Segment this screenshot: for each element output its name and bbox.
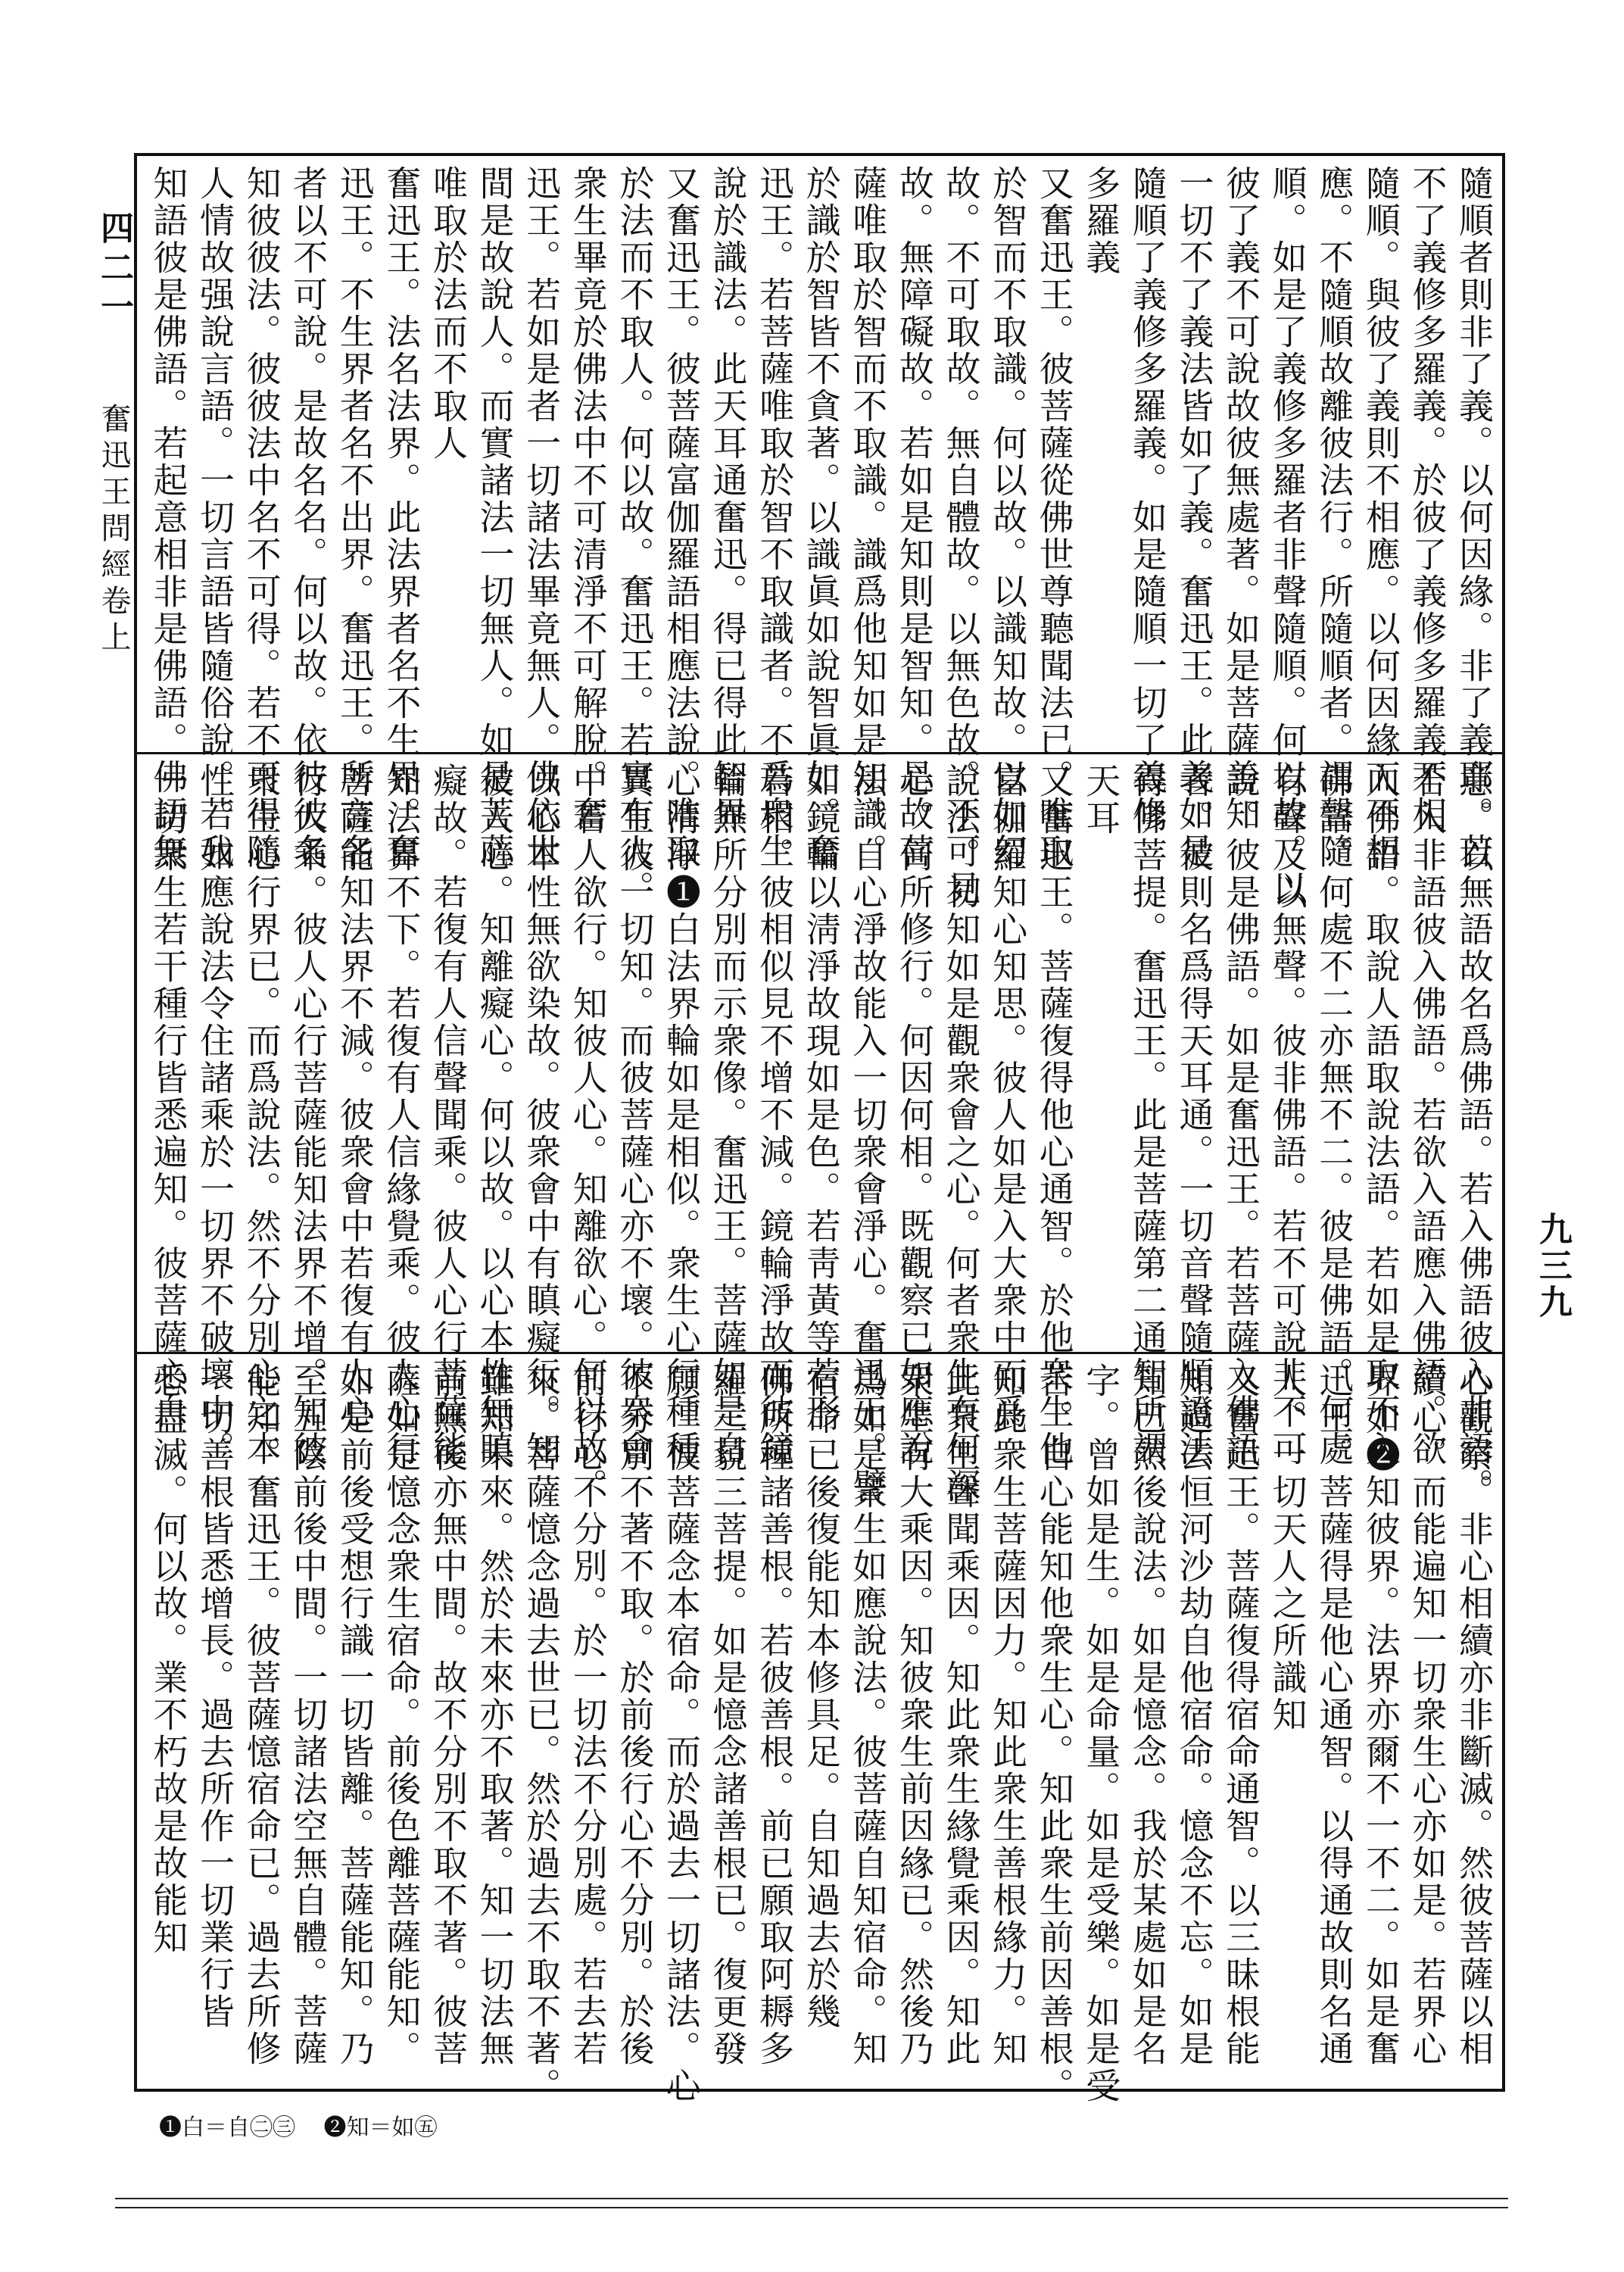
text-column: 衆生有大乘因。知彼衆生前因緣已。然後乃	[893, 1362, 935, 2068]
text-column: 富伽羅知心知思。彼人如是入大衆中而爲	[987, 763, 1029, 1431]
text-column: 性。如應說法令住諸乘於一切界不破壞中。	[194, 763, 235, 1468]
text-column: 癡故。若復有人信聲聞乘。彼人心行菩薩能	[427, 763, 469, 1468]
text-column: 間是故說人。而實諸法一切無人。如是菩薩	[474, 165, 516, 870]
text-column: 知已然後說法。如是憶念。我於某處如是名	[1127, 1362, 1168, 2068]
text-column: 彼人心。知離癡心。何以故。以心本性無瞋	[474, 763, 516, 1468]
text-column: 又奮迅王。彼菩薩從佛世尊聽聞法已。唯取	[1033, 165, 1075, 870]
text-column: 一切不了義法皆如了義。奮迅王。此義如是	[1174, 165, 1215, 870]
text-column: 佛所種諸善根。若彼善根。前已願取阿耨多	[754, 1362, 796, 2068]
text-column: 來。菩薩憶念過去世已。然於過去不取不著。	[521, 1362, 563, 2105]
text-column: 若相。彼相似見不增不減。鏡輪淨故而彼鏡	[754, 763, 796, 1468]
bottom-rule-1	[115, 2198, 1508, 2199]
text-column: 前行心不分別。於一切法不分別處。若去若	[567, 1362, 609, 2068]
text-column: 衆生畢竟於佛法中不可清淨不可解脫。奮	[567, 165, 609, 833]
text-column: 一切衆生若干種行皆悉遍知。彼菩薩心自	[148, 763, 189, 1431]
text-column: 唯取於法而不取人	[427, 165, 469, 462]
text-column: 異生彼一切知。而彼菩薩心亦不壞。彼衆會	[614, 763, 656, 1468]
text-column: 至五陰前後中間。一切諸法空無自體。菩薩	[288, 1362, 329, 2068]
text-column: 隨順。與彼了義則不相應。以何因緣而不相	[1360, 165, 1401, 870]
text-column: 佛語。何處不二亦無不二。彼是佛語。何處	[1314, 763, 1355, 1468]
text-column: 不了義修多羅義。於彼了義修多羅義不相	[1407, 165, 1448, 833]
text-column: 者。彼則名爲得天耳通。一切音聲隨順證法	[1174, 763, 1215, 1468]
footnote-2: ❷知＝如㊄	[323, 2114, 438, 2141]
text-column: 雖知未來。然於未來亦不取著。知一切法無	[474, 1362, 516, 2068]
text-column: 天耳	[1080, 763, 1122, 837]
text-column: 隨順了義修多羅義。如是隨順一切了義修	[1127, 165, 1168, 833]
text-column: 人情故强說言語。一切言語皆隨俗說。若我	[194, 165, 235, 870]
text-column: 宿命已後復能知本修具足。自知過去於幾	[800, 1362, 842, 2030]
text-column: 又奮迅王。菩薩復得宿命通智。以三昧根能	[1220, 1362, 1262, 2068]
text-column: 衆生心行界已。而爲說法。然不分別心之本	[241, 763, 282, 1468]
text-column: 不分別不著不取。於前後行心不分別。於後	[614, 1362, 656, 2068]
text-column: 意。以無語故名爲佛語。若入佛語彼入非語。	[1454, 763, 1495, 1505]
text-column: 者以不可說。是故名名。何以故。依彼彼名	[288, 165, 329, 870]
text-section-lower	[148, 1362, 1495, 2105]
text-column: 若入非語彼入佛語。若欲入語應入佛語。欲	[1407, 763, 1448, 1468]
text-column: 前無後亦無中間。故不分別不取不著。彼菩	[427, 1362, 469, 2068]
text-column: 能知。奮迅王。彼菩薩憶宿命已。過去所修	[241, 1362, 282, 2068]
text-column: 迅王。菩薩得是他心通智。以得通故則名通	[1314, 1362, 1355, 2068]
text-column: 法。自心淨故能入一切衆會淨心。奮迅王。譬	[847, 763, 889, 1505]
text-column: 知語彼是佛語。若起意相非是佛語。佛語無	[148, 165, 189, 870]
text-column: 迅王。若菩薩唯取於智不取識者。不爲衆生	[754, 165, 796, 870]
text-column: 苦。自心能知他衆生心。知此衆生前因善根。	[1033, 1362, 1075, 2105]
text-column: 人。一切天人之所識知	[1267, 1362, 1308, 1734]
text-column: 爲如是衆生如應說法。彼菩薩自知宿命。知	[847, 1362, 889, 2068]
text-column: 說法。初知如是觀衆會之心。何者衆生有何深	[940, 763, 982, 1505]
text-column: 知法界不下。若復有人信緣覺乘。彼人心行	[381, 763, 422, 1468]
text-column: 中若人欲行。知彼人心。知離欲心。何以故。	[567, 763, 609, 1505]
text-column: 知過去恒河沙劫自他宿命。憶念不忘。如是	[1174, 1362, 1215, 2068]
text-column: 故。不可取故。無自體故。以無色故。不可見	[940, 165, 982, 907]
text-column: 字。曾如是生。如是命量。如是受樂。如是受	[1080, 1362, 1122, 2105]
text-column: 輪無所分別而示衆像。奮迅王。菩薩如是自	[707, 763, 749, 1468]
footnotes	[159, 2108, 459, 2142]
text-column: 於識於智皆不貪著。以識眞如說智眞如。奮	[800, 165, 842, 870]
text-column: 心清淨❶白法界輪如是相似。衆生心行種種	[660, 763, 702, 1468]
text-column: 迅王。不生界者名不出界。奮迅王。所言名	[334, 165, 376, 870]
text-column: 又奮迅王。菩薩復得他心通智。於他衆生他	[1033, 763, 1075, 1468]
text-column: 一切善根皆悉增長。過去所作一切業行皆	[194, 1362, 235, 2030]
text-column: 多羅義	[1080, 165, 1122, 276]
text-column: 入佛語。取說人語取說法語。若如是取不入	[1360, 763, 1401, 1468]
bottom-rule-2	[115, 2207, 1508, 2208]
text-column: 又奮迅王。彼菩薩富伽羅語相應法說。唯取	[660, 165, 702, 870]
text-column: 以心本性無欲染故。彼衆會中有瞋癡行。知	[521, 763, 563, 1468]
left-margin-header	[89, 211, 138, 657]
text-column: 羅三藐三菩提。如是憶念諸善根已。復更發	[707, 1362, 749, 2068]
footnote-1: ❶白＝自㊁㊂	[159, 2114, 295, 2141]
text-column: 得佛菩提。奮迅王。此是菩薩第二通智所謂	[1127, 763, 1168, 1468]
text-column: 有聲及以無聲。彼非佛語。若不可說非不可	[1267, 763, 1308, 1468]
text-column: 隨順者則非了義。以何因緣。非了義耶。若	[1454, 165, 1495, 870]
text-column: 於法而不取人。何以故。奮迅王。若實有人。	[614, 165, 656, 907]
text-column: 奮迅王。法名法界。此法界者名不生界。奮	[381, 165, 422, 870]
text-column: 應。不隨順故離彼法行。所隨順者。謂聲隨	[1314, 165, 1355, 870]
text-column: 順。如是了義修多羅者非聲隨順。何以故。以	[1267, 165, 1308, 907]
page-number-left: 四二一	[95, 211, 133, 329]
text-column: 菩薩能知法界不減。彼衆會中若復有人心	[334, 763, 376, 1431]
text-column: 彼了義不可說故彼無處著。如是菩薩善知	[1220, 165, 1262, 833]
text-column: 行大乘。彼人心行菩薩能知法界不增。知彼	[288, 763, 329, 1468]
text-column: 知彼彼法。彼彼法中名不可得。若不可得隨	[241, 165, 282, 870]
text-column: 心。何所修行。何因何相。既觀察已如應說	[893, 763, 935, 1468]
text-column: 願。彼菩薩念本宿命。而於過去一切諸法。心	[660, 1362, 702, 2105]
text-column: 說於識法。此天耳通奮迅。得已得此智界	[707, 165, 749, 833]
text-column: 說。彼是佛語。如是奮迅王。若菩薩入佛語	[1220, 763, 1262, 1468]
text-column: 續心。而能遍知一切衆生心亦如是。若界心	[1407, 1362, 1448, 2068]
text-column: 界如❷知彼界。法界亦爾不一不二。如是奮	[1360, 1362, 1401, 2068]
text-column: 薩如是憶念衆生宿命。前後色離菩薩能知。	[381, 1362, 422, 2068]
text-column: 薩唯取於智而不取識。識爲他知如是知識。	[847, 165, 889, 870]
text-column: 於智而不取識。何以故。以識知故。以如幻	[987, 165, 1029, 870]
text-column: 悉盡滅。何以故。業不朽故是故能知	[148, 1362, 189, 1956]
text-column: 如鏡輪以淸淨故現如是色。若靑黃等若形	[800, 763, 842, 1431]
text-column: 此衆生聲聞乘因。知此衆生緣覺乘因。知此	[940, 1362, 982, 2068]
text-column: 故。無障礙故。若如是知則是智知。是故菩	[893, 165, 935, 870]
page-number-right: 九三九	[1533, 1212, 1572, 1321]
text-column: 知此衆生菩薩因力。知此衆生善根緣力。知	[987, 1362, 1029, 2068]
text-column: 如是前後受想行識一切皆離。菩薩能知。乃	[334, 1362, 376, 2068]
text-column: 迅王。若如是者一切諸法畢竟無人。佛依世	[521, 165, 563, 870]
sutra-title: 奮迅王問經卷上	[96, 403, 131, 657]
text-column: 心觀察。非心相續亦非斷滅。然彼菩薩以相	[1454, 1362, 1495, 2068]
